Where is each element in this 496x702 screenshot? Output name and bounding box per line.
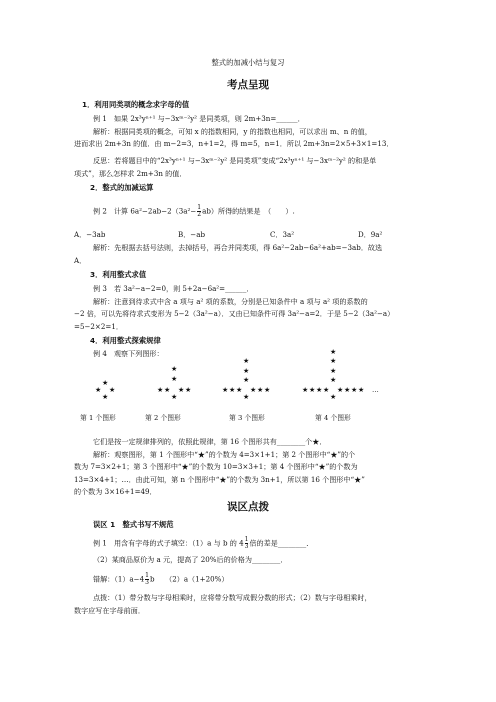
star-icon: ★ (316, 386, 323, 394)
fraction-half (197, 205, 201, 218)
option-d: D．9a² (358, 230, 383, 239)
star-icon: ★ (358, 386, 365, 394)
fraction-third (245, 537, 249, 550)
example-3-question: 例 3 若 3a²−a−2=0，则 5+2a−6a²=______． (93, 284, 254, 293)
example-4-solution-line1: 解析：观察图形，第 1 个图形中“★”的个数为 4=3×1+1；第 2 个图形中“★”的个 (93, 450, 356, 459)
star-icon: ★ (351, 386, 358, 394)
star-icon: ★ (243, 367, 250, 375)
fraction-numerator: 1 (244, 536, 249, 543)
figure-2-caption: 第 2 个图形 (145, 414, 181, 422)
star-icon: ★ (164, 386, 171, 394)
error-1-example-line2: （2）某商品原价为 a 元，提高了 20%后的价格为________． (93, 555, 288, 564)
star-icon: ★ (171, 375, 178, 383)
wrong-answer-text-b: b （2）a（1+20%） (149, 574, 229, 584)
error-1-example-text-b: 倍的差是________． (249, 538, 314, 548)
document-title: 整式的加减小结与复习 (211, 58, 285, 67)
figure-4-caption: 第 4 个图形 (315, 414, 351, 422)
example-3-solution-line1: 解析：注意到待求式中含 a 项与 a² 项的系数，分别是已知条件中 a 项与 a² 项的系数的 (93, 297, 368, 306)
error-1-tip-line2: 数字应写在字母前面． (74, 606, 145, 615)
star-icon: ★ (330, 357, 337, 365)
figure-3-caption: 第 3 个图形 (229, 414, 265, 422)
fraction-numerator: 1 (145, 572, 149, 579)
wrong-answer-text-a: 错解：（1）a−4 (93, 574, 145, 584)
example-1-solution-line2: 进而求出 2m+3n 的值．由 m−2=3，n+1=2，得 m=5，n=1．所以 2m+3n=2×5+3×1=13． (74, 139, 394, 148)
section-heading-kaodian: 考点呈现 (227, 79, 269, 91)
example-3-solution-line3: =5−2×2=1． (74, 322, 123, 331)
star-icon: ★ (330, 376, 337, 384)
star-icon: ★ (109, 386, 116, 394)
star-icon: ★ (222, 386, 229, 394)
error-1-wrong-answer (93, 573, 228, 586)
example-2-solution-line2: A． (74, 256, 87, 265)
example-1-question: 例 1 如果 2x³yⁿ⁺¹ 与−3xᵐ⁻²y² 是同类项，则 2m+3n=______． (93, 114, 305, 123)
error-1-heading: 误区 1 整式书写不规范 (93, 520, 174, 529)
star-icon: ★ (330, 348, 337, 356)
star-icon: ★ (330, 367, 337, 375)
star-icon: ★ (95, 386, 102, 394)
section-heading-wuqu: 误区点拨 (227, 501, 269, 513)
example-4-prompt: 它们是按一定规律排列的，依照此规律，第 16 个图形共有________个★． (93, 437, 327, 446)
star-icon: ★ (250, 386, 257, 394)
star-icon: ★ (337, 386, 344, 394)
example-1-solution-line1: 解析：根据同类项的概念，可知 x 的指数相同，y 的指数也相同，可以求出 m、n 的值， (93, 127, 372, 136)
star-icon: ★ (171, 393, 178, 401)
star-icon: ★ (102, 379, 109, 387)
star-icon: ★ (243, 376, 250, 384)
fraction-denominator: 2 (197, 211, 202, 218)
example-3-solution-line2: −2 倍，可以先将待求式变形为 5−2（3a²−a）．又由已知条件可得 3a²−a=2．于是 5−2（3a²−a） (74, 309, 395, 318)
example-4-solution-line2: 数为 7=3×2+1；第 3 个图形中“★”的个数为 10=3×3+1；第 4 个图形中“★”的个数为 (74, 462, 358, 471)
fraction-numerator: 1 (197, 204, 202, 211)
star-icon: ★ (243, 357, 250, 365)
error-1-example-line1 (93, 537, 313, 550)
star-icon: ★ (229, 386, 236, 394)
star-icon: ★ (185, 386, 192, 394)
fraction-third (145, 573, 149, 586)
star-icon: ★ (257, 386, 264, 394)
option-a: A．−3ab (74, 230, 106, 239)
example-2-solution-line1: 解析：先根据去括号法则，去掉括号，再合并同类项，得 6a²−2ab−6a²+ab=−3ab．故选 (93, 243, 383, 252)
example-2-text-a: 例 2 计算 6a²−2ab−2（3a²− (93, 206, 197, 216)
star-icon: ★ (330, 393, 337, 401)
star-icon: ★ (102, 393, 109, 401)
fraction-denominator: 3 (244, 543, 249, 550)
option-c: C．3a² (270, 230, 295, 239)
example-2-question (93, 205, 295, 218)
figure-ellipsis: … (372, 386, 379, 394)
example-1-reflection-line2: 项式”，那么怎样求 2m+3n 的值． (74, 169, 187, 178)
star-icon: ★ (264, 386, 271, 394)
star-icon: ★ (323, 386, 330, 394)
star-icon: ★ (178, 386, 185, 394)
example-4-solution-line3: 13=3×4+1；…．由此可知，第 n 个图形中“★”的个数为 3n+1，所以第 16 个图形中“★” (74, 475, 365, 484)
star-icon: ★ (157, 386, 164, 394)
error-1-tip-line1: 点拨：（1）带分数与字母相乘时，应将带分数写成假分数的形式；（2）数与字母相乘时， (93, 593, 372, 602)
option-b: B．−ab (178, 230, 206, 239)
star-icon: ★ (309, 386, 316, 394)
star-icon: ★ (236, 386, 243, 394)
heading-1: 1．利用同类项的概念求字母的值 (82, 100, 190, 109)
example-4-solution-line4: 的个数为 3×16+1=49． (74, 487, 157, 496)
fraction-denominator: 3 (145, 579, 149, 586)
heading-3: 3．利用整式求值 (90, 270, 147, 279)
example-2-text-b: ab）所得的结果是 （ ）. (202, 206, 295, 216)
heading-2: 2．整式的加减运算 (90, 183, 154, 192)
star-icon: ★ (171, 365, 178, 373)
error-1-example-text-a: 例 1 用含有字母的式子填空：（1）a 与 b 的 4 (93, 538, 244, 548)
star-icon: ★ (243, 393, 250, 401)
figure-1-caption: 第 1 个图形 (80, 414, 116, 422)
star-icon: ★ (302, 386, 309, 394)
example-1-reflection-line1: 反思：若将题目中的“2x³yⁿ⁺¹ 与−3xᵐ⁻²y² 是同类项”变成“2x³yⁿ⁺¹ 与−3xᵐ⁻²y² 的和是单 (93, 156, 377, 165)
star-icon: ★ (344, 386, 351, 394)
heading-4: 4．利用整式探索规律 (90, 336, 161, 345)
example-4-question: 例 4 观察下列图形： (93, 349, 164, 358)
